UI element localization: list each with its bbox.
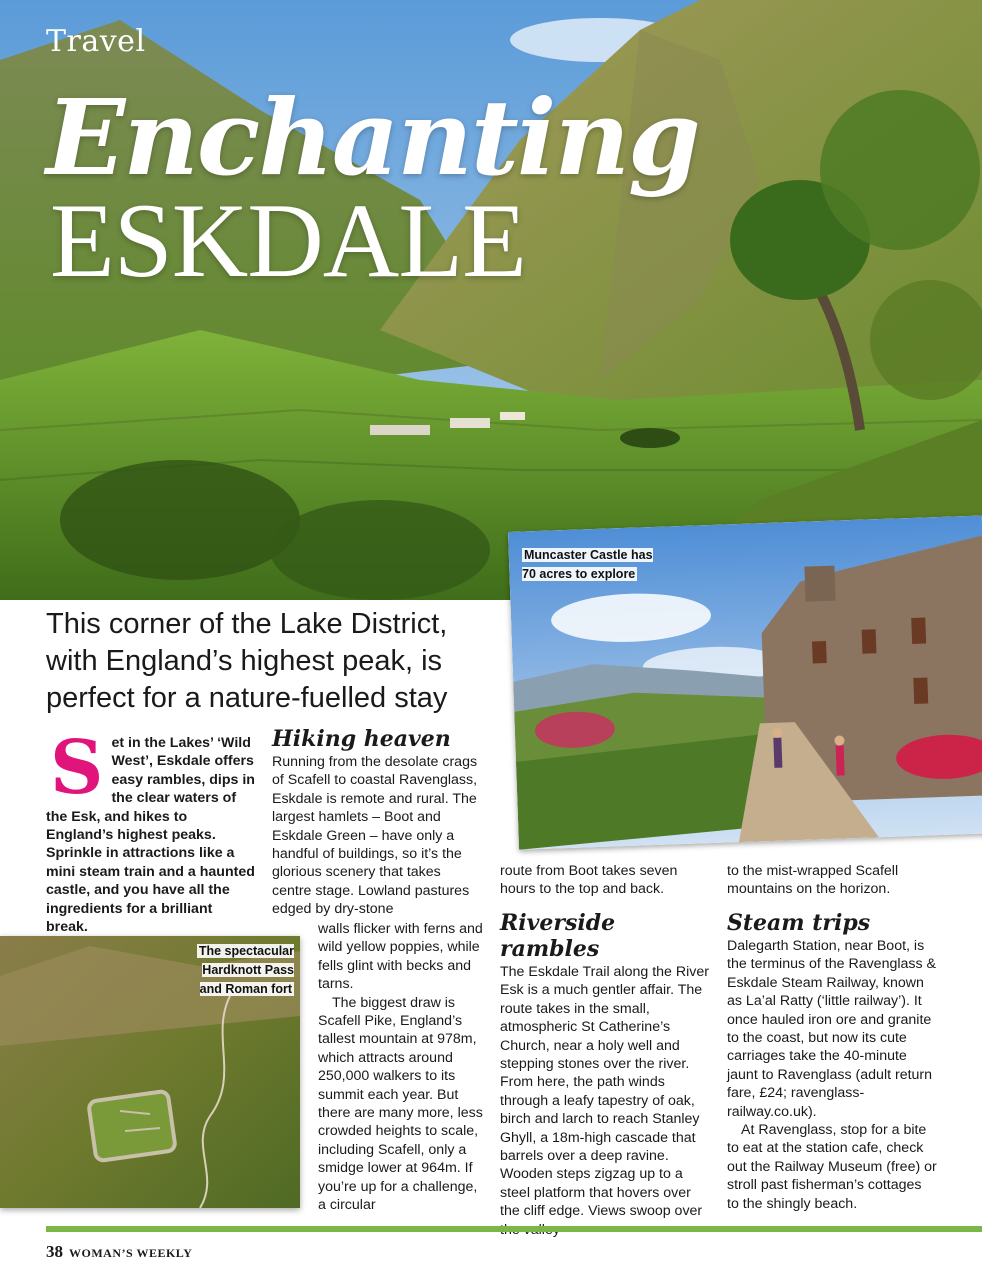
riverside-text: The Eskdale Trail along the River Esk is a much gentler affair. The route takes in the small, atmospheric St Catherine’s Church, near a holy well and stepping stones over the river. From here, the path winds through a leafy tapestry of oak, birch and larch to reach Stanley Ghyll, a 18m-high cascade that barrels over a deep ravine. Wooden steps zigzag up to a steel platform that hovers over the cliff edge. Views swoop over (500, 964, 709, 1220)
castle-caption (522, 546, 662, 584)
hiking-text-1: Running from the desolate crags of Scafell to coastal Ravenglass, Eskdale is remote and rural. The largest hamlets – Boot and Eskdale Green – have only a handful of buildings, so it’s the glorious scenery that takes centre stage. Lowland pastures edged by dry-stone (272, 754, 478, 918)
hardknott-caption (186, 942, 294, 999)
standfirst: This corner of the Lake District, with England’s highest peak, is perfect for a nature-fuelled stay (46, 608, 448, 714)
steam-carryover: to the mist-wrapped Scafell mountains on the horizon. (727, 863, 899, 898)
drop-cap: S (50, 725, 104, 811)
steam-column (727, 910, 937, 1213)
steam-text-2: At Ravenglass, stop for a bite to eat at the station cafe, check out the Railway Museum (free) or stroll past fisherman’s cottages to the shingly beach. (727, 1122, 937, 1212)
hiking-heading: Hiking heaven (272, 726, 451, 752)
intro-text: et in the Lakes’ ‘Wild West’, Eskdale offers easy rambles, dips in the clear waters of the Esk, and hikes to England’s highest peaks. Sprinkle in attractions like a mini steam train and a haunted castle, and you have all the ingredients for a brilliant break. (46, 735, 255, 936)
hiking-column-bottom (318, 920, 484, 1215)
castle-caption-text: Muncaster Castle has 70 acres to explore (522, 548, 653, 581)
headline-caps: ESKDALE (50, 182, 526, 299)
magazine-name: WOMAN’S WEEKLY (69, 1246, 193, 1260)
riverside-column (500, 910, 710, 1239)
section-label: Travel (46, 24, 146, 59)
page-number: 38 (46, 1242, 63, 1261)
hiking-column-top (272, 726, 482, 919)
hiking-text-3: The biggest draw is Scafell Pike, England’s tallest mountain at 978m, which attracts around 250,000 walkers to its summit each year. But there are many more, less crowded heights to scale, including Scafell, only a smidge lower at 964m. If you’re up for a challenge, a circular (318, 994, 483, 1214)
steam-text-1: Dalegarth Station, near Boot, is the terminus of the Ravenglass & Eskdale Steam Railway, known as La’al Ratty (‘little railway’). It once hauled iron ore and granite to the coast, but now its cute carriages take the 40-minute jaunt to Ravenglass (adult return fare, £24; ravenglass-railway.co.uk). (727, 938, 936, 1120)
hardknott-caption-text: The spectacular Hardknott Pass and Roman fort (198, 944, 294, 996)
page-folio (46, 1242, 192, 1262)
hiking-text-2: walls flicker with ferns and wild yellow poppies, while fells glint with becks and tarns. (318, 921, 483, 993)
riverside-carryover: route from Boot takes seven hours to the top and back. (500, 863, 678, 898)
riverside-heading: Riverside rambles (500, 910, 616, 962)
intro-paragraph (46, 725, 256, 936)
footer-rule (46, 1226, 982, 1232)
steam-heading: Steam trips (727, 910, 871, 936)
hero-image (0, 0, 982, 600)
headline-script: Enchanting (46, 76, 699, 199)
